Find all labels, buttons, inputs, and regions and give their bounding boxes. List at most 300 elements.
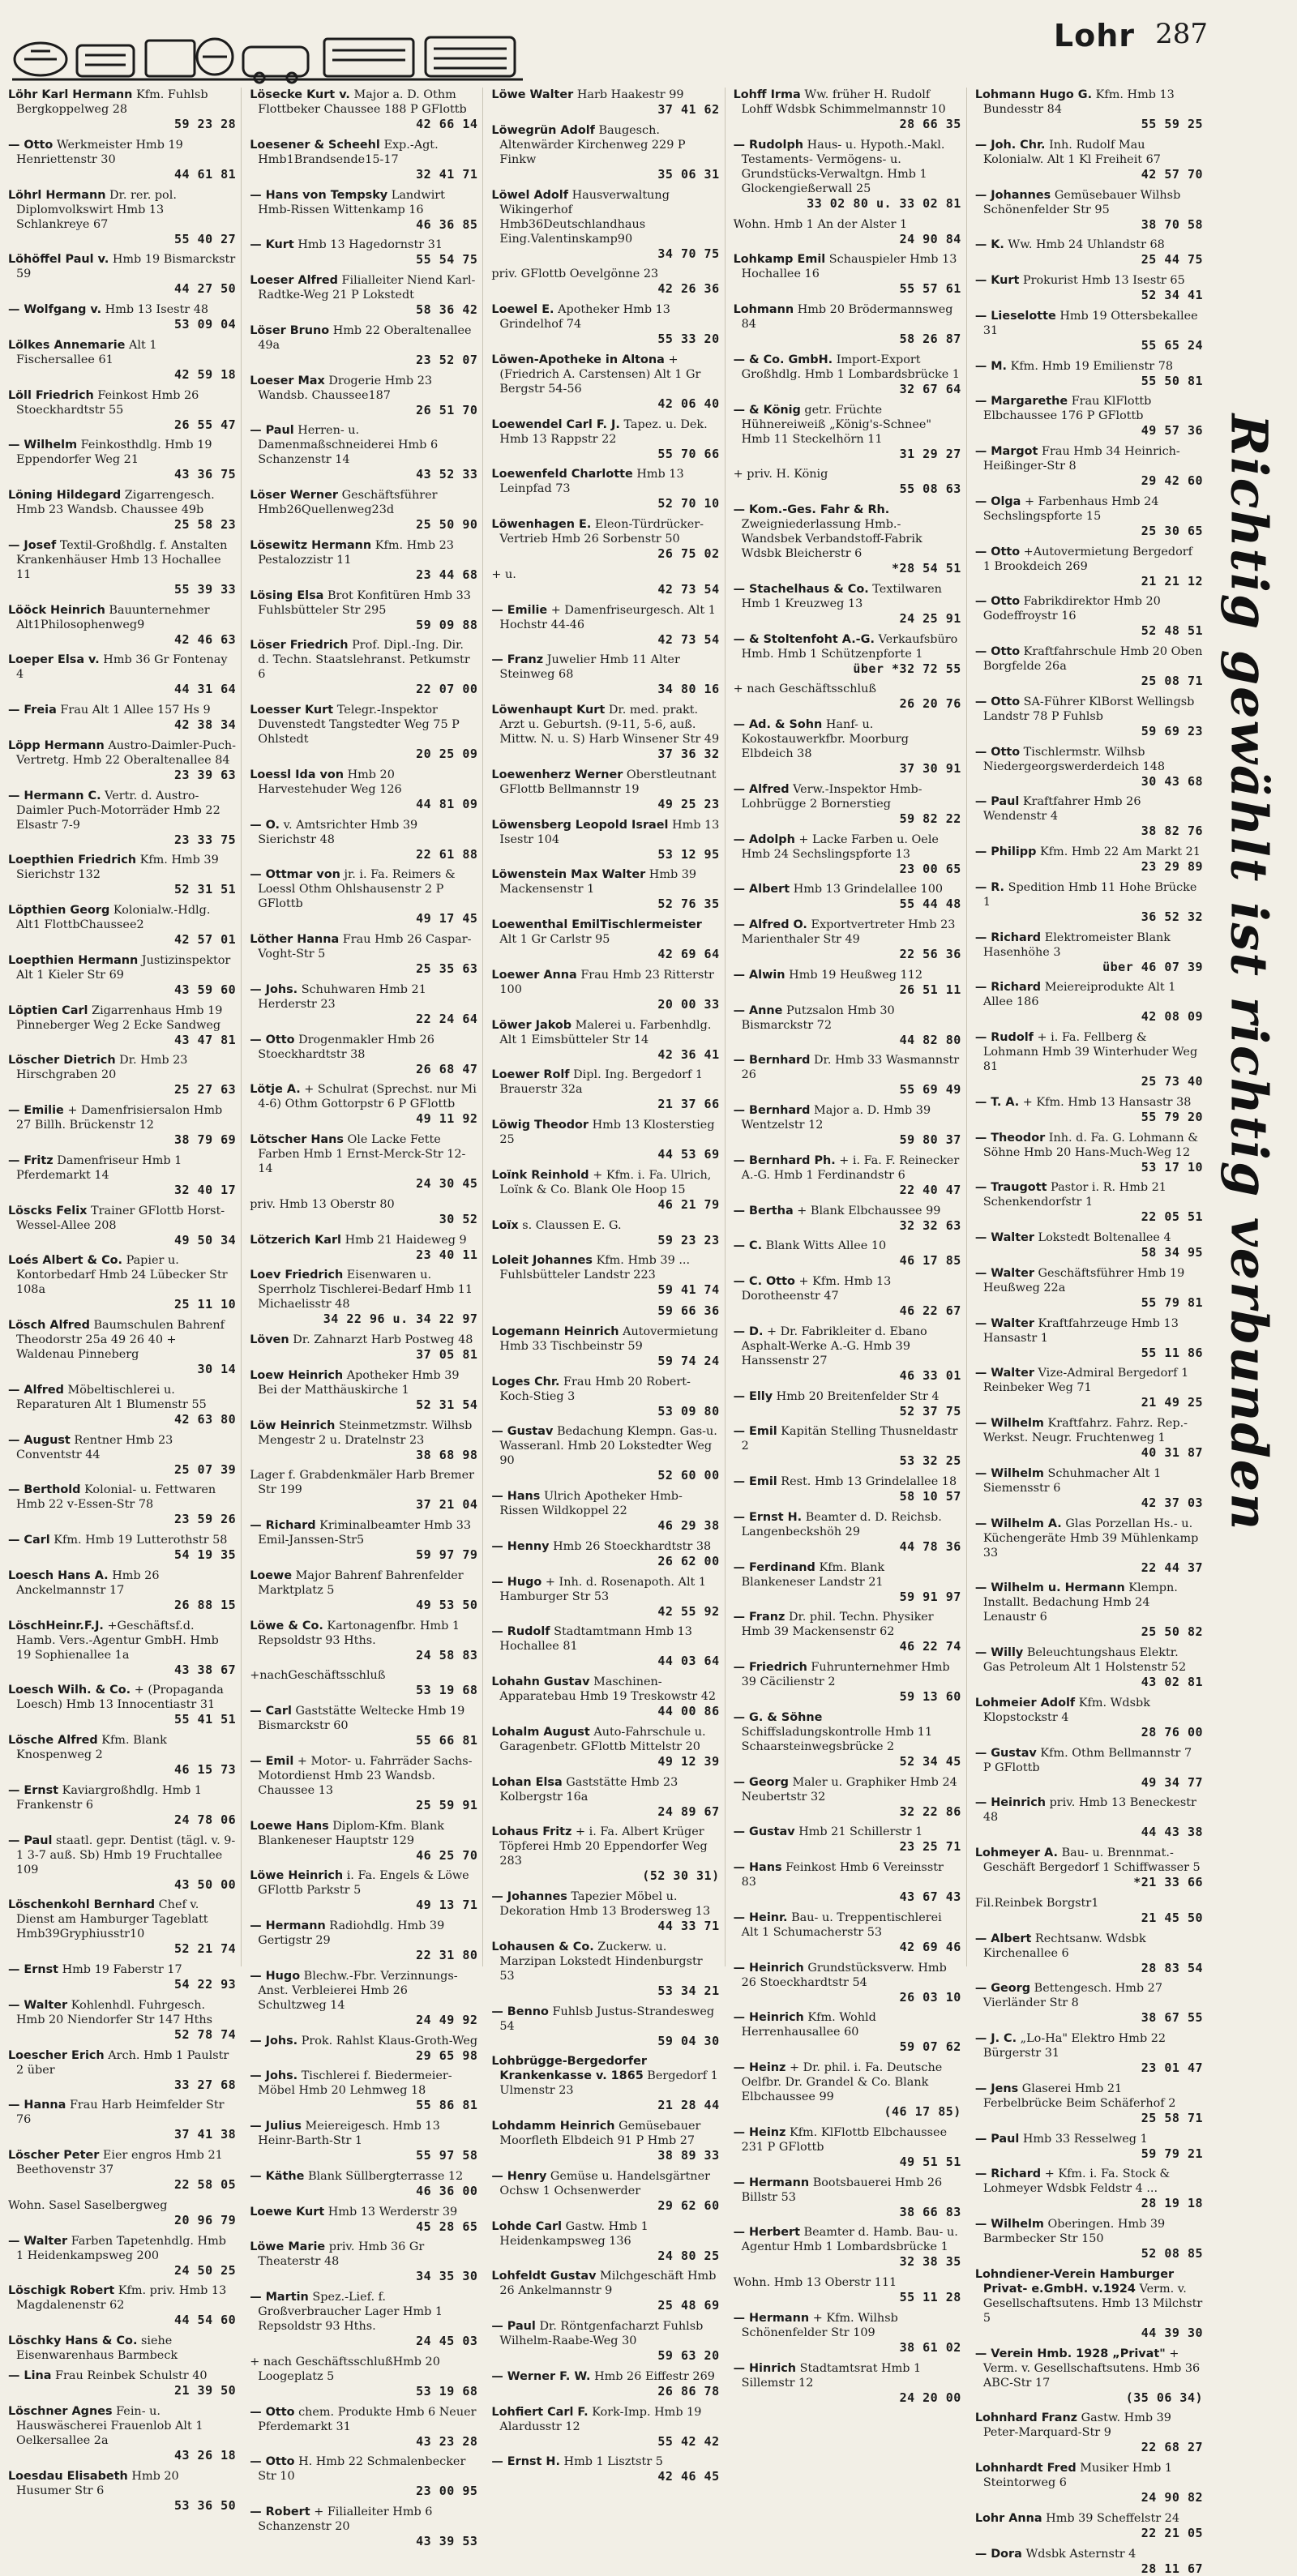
entry-details: Haus- u. Hypoth.-Makl. Testaments- Vermögens- u. Grundstücks-Verwaltgn. Hmb 1 Glockengießerwall 25 bbox=[742, 139, 945, 195]
entry-details: Hmb 19 Bismarckstr 59 bbox=[16, 253, 235, 280]
vertical-slogan bbox=[1205, 567, 1294, 1378]
entry-phone: 25 07 39 bbox=[16, 1462, 236, 1478]
entry-phone: 59 66 36 bbox=[499, 1303, 719, 1319]
entry-name: — Heinrich bbox=[734, 1962, 804, 1975]
entry-details: Import-Export Großhdlg. Hmb 1 Lombardsbrücke 1 bbox=[742, 353, 960, 381]
entry-name: Loew Heinrich bbox=[250, 1369, 343, 1382]
directory-entry bbox=[8, 1998, 236, 2043]
entry-phone: 23 52 07 bbox=[258, 353, 477, 368]
entry-phone: 53 09 04 bbox=[16, 317, 236, 332]
entry-phone: 28 83 54 bbox=[983, 1961, 1203, 1976]
entry-details: Major a. D. Hmb 39 Wentzelstr 12 bbox=[742, 1104, 931, 1132]
directory-entry bbox=[250, 1368, 477, 1413]
entry-phone: 25 35 63 bbox=[258, 961, 477, 977]
directory-entry bbox=[491, 1825, 719, 1884]
entry-name: Loeser Max bbox=[250, 374, 325, 387]
directory-entry bbox=[491, 1725, 719, 1769]
entry-name: — Hermann bbox=[734, 2176, 810, 2189]
directory-entry bbox=[250, 1704, 477, 1748]
entry-phone: 25 11 10 bbox=[16, 1297, 236, 1312]
directory-entry bbox=[250, 1568, 477, 1613]
entry-phone: 25 44 75 bbox=[983, 252, 1203, 267]
directory-entry bbox=[250, 1333, 477, 1363]
entry-phone: 38 82 76 bbox=[983, 824, 1203, 839]
entry-details: Hmb 13 Leinpfad 73 bbox=[499, 468, 683, 495]
entry-details: +Autovermietung Bergedorf 1 Brookdeich 269 bbox=[983, 546, 1192, 573]
entry-details: staatl. gepr. Dentist (tägl. v. 9-1 3-7 auß. Sb) Hmb 19 Fruchtallee 109 bbox=[16, 1834, 235, 1876]
entry-details: Hmb 26 Stoeckhardtstr 38 bbox=[553, 1540, 711, 1553]
directory-entry bbox=[250, 1468, 477, 1513]
entry-details: Hmb 13 Isestr 48 bbox=[105, 303, 208, 316]
entry-details: Rechtsanw. Wdsbk Kirchenallee 6 bbox=[983, 1932, 1146, 1960]
directory-entry bbox=[8, 2234, 236, 2279]
entry-details: Apotheker Hmb 13 Grindelhof 74 bbox=[499, 303, 670, 331]
directory-entry bbox=[491, 918, 719, 962]
directory-entry bbox=[8, 1383, 236, 1427]
directory-entry bbox=[8, 2048, 236, 2093]
directory-entry bbox=[250, 1868, 477, 1913]
entry-name: — Olga bbox=[975, 495, 1021, 508]
directory-entry bbox=[491, 1675, 719, 1719]
entry-phone: 25 50 82 bbox=[983, 1624, 1203, 1640]
entry-phone: 55 66 81 bbox=[258, 1733, 477, 1748]
listing-column-3 bbox=[491, 88, 725, 1966]
entry-phone: 42 73 54 bbox=[499, 582, 719, 597]
entry-phone: 26 20 76 bbox=[742, 696, 961, 712]
directory-entry bbox=[975, 1581, 1203, 1640]
entry-name: — Walter bbox=[975, 1317, 1034, 1330]
directory-entry bbox=[250, 1033, 477, 1077]
entry-name: Loessl Ida von bbox=[250, 768, 344, 781]
entry-phone: 52 78 74 bbox=[16, 2027, 236, 2043]
entry-phone: 53 19 68 bbox=[258, 1683, 477, 1698]
entry-phone: 55 79 20 bbox=[983, 1110, 1203, 1125]
entry-phone: 52 34 41 bbox=[983, 288, 1203, 303]
entry-details: getr. Früchte Hühnereiweiß „König's-Schnee" Hmb 11 Steckelhörn 11 bbox=[742, 404, 931, 446]
directory-entry bbox=[8, 88, 236, 132]
entry-phone: 29 65 98 bbox=[258, 2048, 477, 2064]
directory-entry bbox=[975, 1131, 1203, 1175]
entry-details: Dr. Röntgenfacharzt Fuhlsb Wilhelm-Raabe-Weg 30 bbox=[499, 2320, 703, 2347]
entry-name: Lösche Alfred bbox=[8, 1734, 98, 1747]
entry-name: Loev Friedrich bbox=[250, 1269, 343, 1282]
directory-entry bbox=[734, 88, 961, 132]
directory-entry bbox=[734, 968, 961, 998]
directory-entry bbox=[491, 417, 719, 462]
entry-details: Hmb 33 Resselweg 1 bbox=[1023, 2133, 1148, 2146]
entry-phone: 52 21 74 bbox=[16, 1941, 236, 1957]
entry-details: +Geschäftsf.d. Hamb. Vers.-Agentur GmbH. Hmb 19 Sophienallee 1a bbox=[16, 1620, 219, 1662]
directory-entry bbox=[8, 1962, 236, 1992]
entry-phone: 35 06 31 bbox=[499, 167, 719, 182]
directory-entry bbox=[491, 2319, 719, 2364]
entry-name: Lohmeyer A. bbox=[975, 1846, 1058, 1859]
directory-entry bbox=[734, 1510, 961, 1555]
directory-entry bbox=[734, 1389, 961, 1419]
entry-phone: 49 12 39 bbox=[499, 1754, 719, 1769]
entry-phone: 30 43 68 bbox=[983, 774, 1203, 789]
directory-entry bbox=[250, 638, 477, 697]
entry-details: Feinkost Hmb 26 Stoeckhardtstr 55 bbox=[16, 389, 199, 417]
directory-entry bbox=[8, 1783, 236, 1828]
directory-entry bbox=[491, 2169, 719, 2214]
entry-phone: 53 32 25 bbox=[742, 1453, 961, 1469]
directory-entry bbox=[250, 88, 477, 132]
entry-phone: 42 63 80 bbox=[16, 1412, 236, 1427]
entry-phone: 25 73 40 bbox=[983, 1074, 1203, 1089]
entry-phone: 44 54 60 bbox=[16, 2313, 236, 2328]
entry-phone: 42 57 70 bbox=[983, 167, 1203, 182]
directory-entry bbox=[8, 1153, 236, 1198]
entry-phone: 38 66 83 bbox=[742, 2205, 961, 2220]
entry-phone: 44 33 71 bbox=[499, 1919, 719, 1934]
entry-name: Loeser Alfred bbox=[250, 274, 338, 287]
entry-phone: 55 65 24 bbox=[983, 338, 1203, 353]
entry-phone: 42 55 92 bbox=[499, 1604, 719, 1620]
entry-details: Kfm. Hmb 39 ... Fuhlsbütteler Landstr 223 bbox=[499, 1254, 690, 1282]
entry-details: Dipl. Ing. Bergedorf 1 Brauerstr 32a bbox=[499, 1068, 703, 1096]
entry-phone: 46 33 01 bbox=[742, 1368, 961, 1384]
entry-name: — Walter bbox=[8, 1999, 67, 2012]
entry-name: Löther Hanna bbox=[250, 933, 339, 946]
entry-phone: 42 73 54 bbox=[499, 632, 719, 648]
entry-phone: 43 38 67 bbox=[16, 1662, 236, 1678]
entry-phone: 58 10 57 bbox=[742, 1489, 961, 1504]
entry-phone: 49 11 92 bbox=[258, 1111, 477, 1127]
entry-details: Herren- u. Damenmaßschneiderei Hmb 6 Schanzenstr 14 bbox=[258, 424, 438, 466]
entry-details: + Kfm. i. Fa. Stock & Lohmeyer Wdsbk Feldstr 4 ... bbox=[983, 2167, 1170, 2195]
entry-details: Ww. früher H. Rudolf Lohff Wdsbk Schimmelmannstr 10 bbox=[742, 88, 946, 116]
directory-entry bbox=[491, 1253, 719, 1298]
entry-details: SA-Führer KlBorst Wellingsb Landstr 78 P Fuhlsb bbox=[983, 695, 1195, 723]
entry-details: Oberstleutnant GFlottb Bellmannstr 19 bbox=[499, 768, 716, 796]
entry-name: Loeper Elsa v. bbox=[8, 653, 100, 666]
entry-name: — G. & Söhne bbox=[734, 1711, 823, 1724]
directory-entry bbox=[491, 818, 719, 862]
directory-entry bbox=[8, 953, 236, 998]
directory-entry bbox=[734, 1825, 961, 1855]
entry-phone: 43 52 33 bbox=[258, 467, 477, 482]
entry-name: — Paul bbox=[250, 424, 293, 437]
directory-entry bbox=[734, 2311, 961, 2356]
entry-name: — M. bbox=[975, 360, 1007, 373]
directory-entry bbox=[8, 1619, 236, 1678]
entry-name: — Kurt bbox=[250, 238, 294, 251]
entry-phone: 25 58 23 bbox=[16, 517, 236, 533]
directory-entry bbox=[491, 1889, 719, 1934]
entry-details: Hmb 21 Schillerstr 1 bbox=[798, 1825, 922, 1838]
directory-entry bbox=[250, 2205, 477, 2235]
entry-details: Hausverwaltung Wikingerhof Hmb36Deutschlandhaus Eing.Valentinskamp90 bbox=[499, 189, 670, 246]
entry-details: Werkmeister Hmb 19 Henriettenstr 30 bbox=[16, 139, 183, 166]
entry-phone: 21 49 25 bbox=[983, 1395, 1203, 1410]
entry-name: — Rudolf bbox=[491, 1625, 550, 1638]
entry-details: Verw.-Inspektor Hmb-Lohbrügge 2 Bornerstieg bbox=[742, 783, 922, 811]
entry-phone: 37 36 32 bbox=[499, 747, 719, 762]
entry-details: Oberingen. Hmb 39 Barmbecker Str 150 bbox=[983, 2218, 1165, 2245]
entry-name: — & Stoltenfoht A.-G. bbox=[734, 633, 875, 646]
entry-details: Filialleiter Niend Karl-Radtke-Weg 21 P Lokstedt bbox=[258, 274, 475, 302]
directory-entry bbox=[975, 845, 1203, 875]
entry-phone: 42 69 64 bbox=[499, 947, 719, 962]
entry-phone: 59 91 97 bbox=[742, 1590, 961, 1605]
directory-entry bbox=[250, 488, 477, 533]
entry-name: — Margot bbox=[975, 445, 1038, 458]
entry-name: Loewer Rolf bbox=[491, 1068, 569, 1081]
entry-details: Eier engros Hmb 21 Beethovenstr 37 bbox=[16, 2149, 223, 2176]
entry-name: — Berthold bbox=[8, 1483, 80, 1496]
directory-entry bbox=[491, 567, 719, 597]
entry-details: Brot Konfitüren Hmb 33 Fuhlsbütteler Str 295 bbox=[258, 589, 471, 617]
entry-details: Exp.-Agt. Hmb1Brandsende15-17 bbox=[258, 139, 438, 166]
entry-phone: 22 56 36 bbox=[742, 947, 961, 962]
listing-column-5 bbox=[975, 88, 1208, 1966]
directory-entry bbox=[491, 1168, 719, 1213]
entry-details: Kohlenhdl. Fuhrgesch. Hmb 20 Niendorfer Str 147 Hths bbox=[16, 1999, 212, 2026]
entry-name: Loïx bbox=[491, 1219, 518, 1232]
entry-details: Pastor i. R. Hmb 21 Schenkendorfstr 1 bbox=[983, 1181, 1166, 1209]
entry-name: Löscher Peter bbox=[8, 2149, 99, 2162]
entry-details: Ww. Hmb 24 Uhlandstr 68 bbox=[1008, 238, 1164, 251]
entry-name: — Wilhelm bbox=[8, 439, 77, 451]
entry-phone: 32 67 64 bbox=[742, 382, 961, 397]
entry-details: Zigarrengesch. Hmb 23 Wandsb. Chaussee 49b bbox=[16, 489, 215, 516]
entry-name: Lohfiert Carl F. bbox=[491, 2406, 588, 2419]
directory-entry bbox=[734, 503, 961, 576]
entry-name: — O. bbox=[250, 819, 280, 832]
entry-details: Möbeltischlerei u. Reparaturen Alt 1 Blumenstr 55 bbox=[16, 1384, 207, 1411]
entry-name: Löhr Karl Hermann bbox=[8, 88, 132, 101]
entry-phone: 26 62 00 bbox=[499, 1554, 719, 1569]
listing-column-2 bbox=[250, 88, 483, 1966]
entry-name: Loewe Hans bbox=[250, 1820, 328, 1833]
entry-details: priv. Hmb 13 Oberstr 80 bbox=[250, 1198, 394, 1211]
entry-details: Hmb 19 Heußweg 112 bbox=[789, 969, 922, 982]
entry-name: Löser Friedrich bbox=[250, 639, 348, 652]
entry-phone: 49 25 23 bbox=[499, 797, 719, 812]
directory-entry bbox=[975, 394, 1203, 439]
entry-phone: *28 54 51 bbox=[742, 561, 961, 576]
entry-details: Grundstücksverw. Hmb 26 Stoeckhardtstr 54 bbox=[742, 1962, 947, 1989]
entry-phone: 23 44 68 bbox=[258, 567, 477, 583]
entry-name: — Ernst bbox=[8, 1784, 58, 1797]
entry-name: Löwer Jakob bbox=[491, 1019, 571, 1032]
directory-entry bbox=[250, 1919, 477, 1963]
entry-details: Bau- u. Brennmat.-Geschäft Bergedorf 1 Schiffwasser 5 bbox=[983, 1846, 1201, 1874]
entry-phone: 59 79 21 bbox=[983, 2146, 1203, 2162]
entry-details: Zweigniederlassung Hmb.- Wandsbek Verbandstoff-Fabrik Wdsbk Bleicherstr 6 bbox=[742, 518, 922, 560]
entry-details: Prof. Dipl.-Ing. Dir. d. Techn. Staatslehranst. Petkumstr 6 bbox=[258, 639, 470, 681]
directory-entry bbox=[8, 603, 236, 648]
entry-phone: 38 67 55 bbox=[983, 2010, 1203, 2026]
entry-name: — Willy bbox=[975, 1646, 1023, 1659]
entry-details: Kfm. Hmb 23 Pestalozzistr 11 bbox=[258, 539, 454, 567]
entry-name: — Ernst H. bbox=[491, 2455, 560, 2468]
entry-details: + i. Fa. Fellberg & Lohmann Hmb 39 Winterhuder Weg 81 bbox=[983, 1031, 1197, 1073]
entry-details: + nach GeschäftsschlußHmb 20 Loogeplatz 5 bbox=[250, 2356, 440, 2383]
entry-phone: 55 42 42 bbox=[499, 2434, 719, 2450]
entry-name: — Freia bbox=[8, 704, 57, 717]
entry-name: Lohndiener-Verein Hamburger Privat- e.GmbH. v.1924 bbox=[975, 2268, 1174, 2296]
entry-phone: 46 36 00 bbox=[258, 2184, 477, 2199]
directory-entry bbox=[8, 2198, 236, 2228]
entry-phone: 43 47 81 bbox=[16, 1033, 236, 1048]
entry-details: + Kfm. Wilhsb Schönenfelder Str 109 bbox=[742, 2312, 898, 2339]
entry-name: — Julius bbox=[250, 2120, 302, 2133]
directory-entry bbox=[975, 794, 1203, 839]
entry-details: Kaviargroßhdlg. Hmb 1 Frankenstr 6 bbox=[16, 1784, 202, 1812]
entry-name: — Heinz bbox=[734, 2126, 786, 2139]
directory-entry bbox=[734, 1324, 961, 1384]
listing-column-1 bbox=[8, 88, 242, 1966]
directory-entry bbox=[491, 1324, 719, 1369]
directory-entry bbox=[8, 1733, 236, 1778]
entry-name: — Walter bbox=[975, 1231, 1034, 1244]
directory-entry bbox=[8, 1253, 236, 1312]
entry-phone: 43 26 18 bbox=[16, 2448, 236, 2463]
entry-phone: 52 70 10 bbox=[499, 496, 719, 511]
entry-details: Fuhlsb Justus-Strandesweg 54 bbox=[499, 2005, 714, 2033]
entry-phone: 22 07 00 bbox=[258, 682, 477, 697]
entry-phone: 53 17 10 bbox=[983, 1160, 1203, 1175]
directory-entry bbox=[975, 2267, 1203, 2341]
directory-entry bbox=[734, 2010, 961, 2055]
entry-phone: 22 05 51 bbox=[983, 1209, 1203, 1225]
entry-phone: 55 79 81 bbox=[983, 1295, 1203, 1311]
entry-name: — Hanna bbox=[8, 2099, 66, 2112]
entry-details: Steinmetzmstr. Wilhsb Mengestr 2 u. Dratelnstr 23 bbox=[258, 1419, 472, 1447]
entry-name: — Josef bbox=[8, 539, 56, 552]
directory-entry bbox=[975, 1795, 1203, 1840]
entry-name: — Emil bbox=[250, 1755, 293, 1768]
directory-entry bbox=[734, 1560, 961, 1605]
directory-entry bbox=[491, 2119, 719, 2163]
entry-name: — Lieselotte bbox=[975, 310, 1056, 323]
directory-entry bbox=[975, 2347, 1203, 2406]
directory-entry bbox=[975, 309, 1203, 353]
entry-details: Gemüsebauer Wilhsb Schönenfelder Str 95 bbox=[983, 189, 1180, 216]
directory-entry bbox=[8, 2469, 236, 2514]
entry-details: Autovermietung Hmb 33 Tischbeinstr 59 bbox=[499, 1325, 718, 1353]
entry-phone: 30 14 bbox=[16, 1362, 236, 1377]
entry-phone: 23 40 11 bbox=[258, 1247, 477, 1263]
entry-name: Lohbrügge-Bergedorfer Krankenkasse v. 1865 bbox=[491, 2055, 647, 2082]
entry-details: + nach Geschäftsschluß bbox=[734, 683, 876, 695]
entry-name: Lohde Carl bbox=[491, 2220, 562, 2233]
entry-phone: 23 29 89 bbox=[983, 859, 1203, 875]
entry-phone: 42 57 01 bbox=[16, 932, 236, 948]
entry-phone: 38 70 58 bbox=[983, 217, 1203, 233]
entry-details: Bedachung Klempn. Gas-u. Wasseranl. Hmb 20 Lokstedter Weg 90 bbox=[499, 1425, 717, 1467]
entry-phone: 37 21 04 bbox=[258, 1497, 477, 1513]
entry-details: priv. Hmb 13 Beneckestr 48 bbox=[983, 1796, 1196, 1824]
entry-details: Wdsbk Asternstr 4 bbox=[1025, 2548, 1136, 2561]
entry-name: — Otto bbox=[975, 746, 1020, 759]
entry-name: — Emil bbox=[734, 1475, 777, 1488]
entry-name: — & König bbox=[734, 404, 801, 417]
entry-name: Loesch Hans A. bbox=[8, 1569, 109, 1582]
entry-name: — Wilhelm bbox=[975, 1467, 1044, 1480]
directory-entry bbox=[491, 467, 719, 511]
entry-details: Schuhmacher Alt 1 Siemensstr 6 bbox=[983, 1467, 1161, 1495]
directory-entry bbox=[975, 2411, 1203, 2455]
directory-entry bbox=[250, 2405, 477, 2450]
directory-entry bbox=[491, 1303, 719, 1319]
directory-entry bbox=[491, 1489, 719, 1534]
entry-phone: 28 66 35 bbox=[742, 117, 961, 132]
directory-entry bbox=[250, 2069, 477, 2113]
entry-name: — Käthe bbox=[250, 2170, 304, 2183]
entry-name: — Georg bbox=[734, 1776, 789, 1789]
entry-phone: 49 13 71 bbox=[258, 1898, 477, 1913]
entry-name: — Bernhard Ph. bbox=[734, 1154, 836, 1167]
entry-phone: 25 30 65 bbox=[983, 524, 1203, 539]
entry-name: — Friedrich bbox=[734, 1661, 807, 1674]
directory-entry bbox=[491, 2005, 719, 2049]
entry-name: — T. A. bbox=[975, 1096, 1019, 1109]
directory-entry bbox=[975, 2167, 1203, 2211]
entry-phone: 24 90 82 bbox=[983, 2490, 1203, 2505]
entry-details: + Blank Elbchaussee 99 bbox=[797, 1205, 940, 1217]
entry-details: Gastw. Hmb 39 Peter-Marquard-Str 9 bbox=[983, 2411, 1171, 2439]
directory-entry bbox=[734, 1153, 961, 1198]
entry-phone: 26 86 78 bbox=[499, 2384, 719, 2399]
entry-details: Hmb 39 Mackensenstr 1 bbox=[499, 868, 696, 896]
entry-details: Musiker Hmb 1 Steintorweg 6 bbox=[983, 2462, 1172, 2489]
entry-name: — Alfred bbox=[734, 783, 790, 796]
entry-name: Löschigk Robert bbox=[8, 2284, 114, 2297]
entry-name: Löning Hildegard bbox=[8, 489, 121, 502]
entry-name: — Dora bbox=[975, 2548, 1022, 2561]
entry-phone: 32 38 35 bbox=[742, 2254, 961, 2270]
entry-details: Bettengesch. Hmb 27 Vierländer Str 8 bbox=[983, 1982, 1162, 2009]
directory-entry bbox=[250, 2034, 477, 2064]
entry-details: Putzsalon Hmb 30 Bismarckstr 72 bbox=[742, 1004, 895, 1032]
entry-name: Lötje A. bbox=[250, 1083, 301, 1096]
entry-name: Lölkes Annemarie bbox=[8, 339, 125, 352]
directory-entry bbox=[491, 1624, 719, 1669]
directory-entry bbox=[734, 467, 961, 497]
entry-details: Arch. Hmb 1 Paulstr 2 über bbox=[16, 2049, 229, 2077]
directory-entry bbox=[734, 582, 961, 627]
entry-name: — Wilhelm bbox=[975, 1417, 1044, 1430]
entry-phone: 23 01 47 bbox=[983, 2060, 1203, 2076]
directory-entry bbox=[491, 2269, 719, 2313]
entry-phone: 24 58 83 bbox=[258, 1648, 477, 1663]
entry-name: Löptien Carl bbox=[8, 1004, 88, 1017]
entry-phone: 42 08 09 bbox=[983, 1009, 1203, 1025]
entry-details: Bauunternehmer Alt1Philosophenweg9 bbox=[16, 604, 210, 631]
entry-name: Loés Albert & Co. bbox=[8, 1254, 122, 1267]
directory-entry bbox=[975, 2511, 1203, 2541]
directory-entry bbox=[250, 1132, 477, 1192]
directory-entry bbox=[975, 644, 1203, 689]
entry-phone: 44 43 38 bbox=[983, 1825, 1203, 1840]
entry-details: Kriminalbeamter Hmb 33 Emil-Janssen-Str5 bbox=[258, 1519, 471, 1547]
directory-entry bbox=[491, 1118, 719, 1162]
entry-details: Hmb 26 Eiffestr 269 bbox=[594, 2370, 715, 2383]
entry-phone: 53 34 21 bbox=[499, 1983, 719, 1999]
entry-phone: 25 59 91 bbox=[258, 1798, 477, 1813]
entry-details: Hmb 13 Grindelallee 100 bbox=[794, 883, 943, 896]
entry-phone: 38 61 02 bbox=[742, 2340, 961, 2356]
entry-name: — Ottmar von bbox=[250, 868, 340, 881]
directory-entry bbox=[734, 1204, 961, 1234]
entry-details: v. Amtsrichter Hmb 39 Sierichstr 48 bbox=[258, 819, 417, 846]
entry-name: Lohnhardt Fred bbox=[975, 2462, 1077, 2475]
directory-entry bbox=[8, 2098, 236, 2142]
entry-name: — Adolph bbox=[734, 833, 795, 846]
